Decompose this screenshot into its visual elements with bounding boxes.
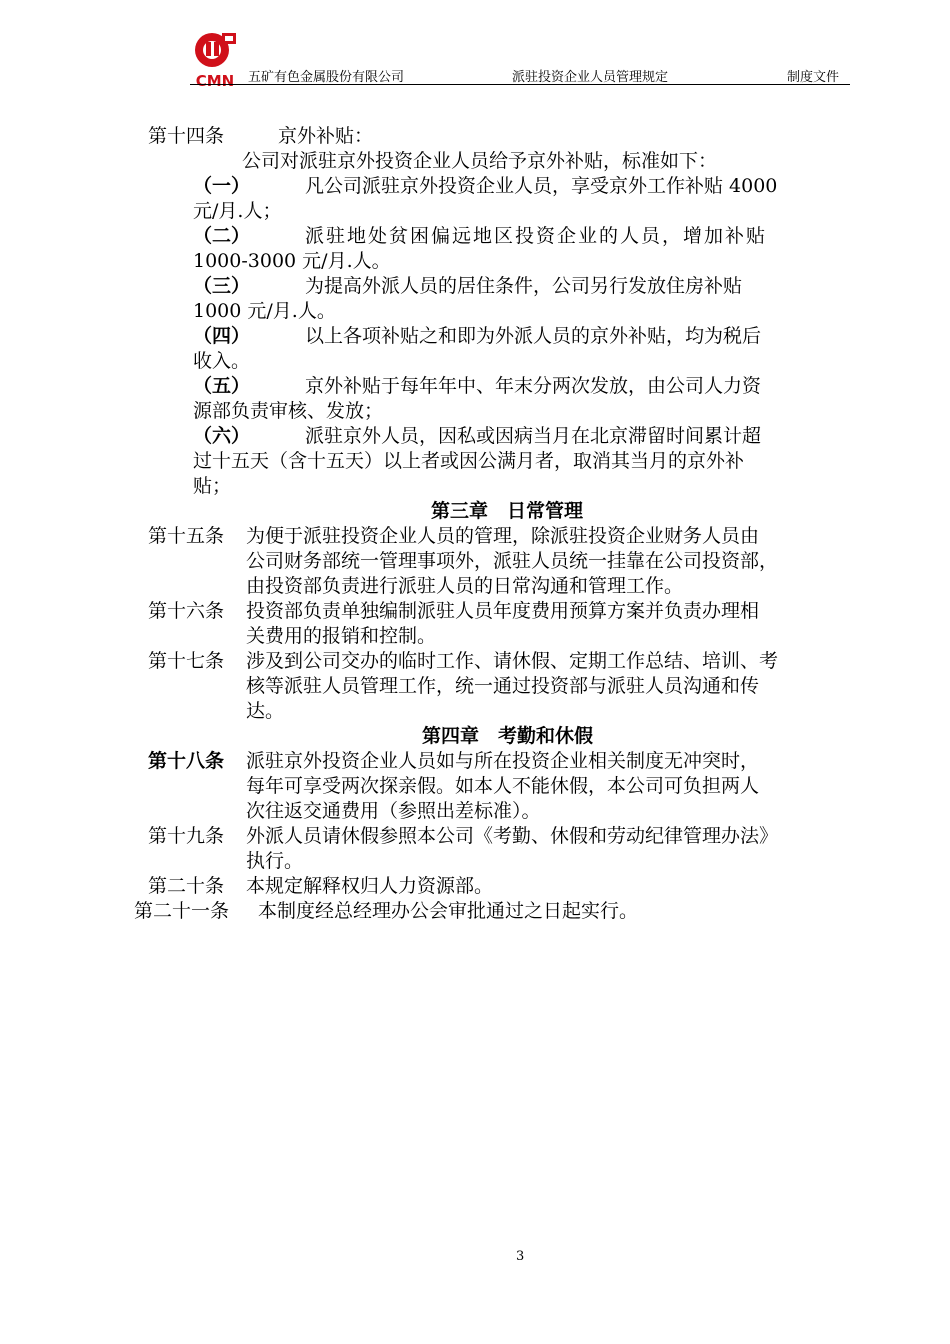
item-3-line-1: 为提高外派人员的居住条件，公司另行发放住房补贴 — [305, 275, 743, 297]
article-19-title: 第十九条 — [148, 825, 225, 847]
item-4-line-1: 以上各项补贴之和即为外派人员的京外补贴，均为税后 — [305, 325, 762, 347]
header-company: 五矿有色金属股份有限公司 — [248, 70, 405, 85]
article-14-heading: 京外补贴： — [278, 125, 374, 147]
article-19-line-2: 执行。 — [246, 850, 304, 872]
article-19-line-1: 外派人员请休假参照本公司《考勤、休假和劳动纪律管理办法》 — [246, 825, 779, 847]
article-20-title: 第二十条 — [148, 875, 225, 897]
article-15-line-2: 公司财务部统一管理事项外，派驻人员统一挂靠在公司投资部， — [246, 550, 779, 572]
item-4-line-2: 收入。 — [193, 350, 251, 372]
article-17-line-2: 核等派驻人员管理工作，统一通过投资部与派驻人员沟通和传 — [246, 675, 760, 697]
logo-text: CMN — [195, 72, 235, 90]
article-17-line-1: 涉及到公司交办的临时工作、请休假、定期工作总结、培训、考 — [246, 650, 779, 672]
item-1-label: （一） — [193, 175, 251, 197]
header-doc-type: 制度文件 — [787, 70, 840, 85]
item-4-label: （四） — [193, 325, 251, 347]
header-rule — [190, 84, 850, 85]
header-doc-title: 派驻投资企业人员管理规定 — [512, 70, 669, 85]
item-1-line-2: 元/月.人； — [193, 200, 282, 222]
item-2-line-2: 1000-3000 元/月.人。 — [193, 250, 391, 272]
item-3-line-2: 1000 元/月.人。 — [193, 300, 336, 322]
article-18-line-3: 次往返交通费用（参照出差标准）。 — [246, 800, 541, 822]
item-5-label: （五） — [193, 375, 251, 397]
item-6-line-2: 过十五天（含十五天）以上者或因公满月者，取消其当月的京外补 — [193, 450, 745, 472]
article-14-intro: 公司对派驻京外投资企业人员给予京外补贴，标准如下： — [242, 150, 718, 172]
article-20-line-1: 本规定解释权归人力资源部。 — [246, 875, 494, 897]
item-5-line-2: 源部负责审核、发放； — [193, 400, 384, 422]
article-16-line-2: 关费用的报销和控制。 — [246, 625, 437, 647]
item-2-label: （二） — [193, 225, 251, 247]
article-15-line-1: 为便于派驻投资企业人员的管理，除派驻投资企业财务人员由 — [246, 525, 760, 547]
article-14-title: 第十四条 — [148, 125, 225, 147]
item-1-line-1: 凡公司派驻京外投资企业人员，享受京外工作补贴 4000 — [305, 175, 778, 197]
chapter-3-heading: 第三章 日常管理 — [431, 500, 584, 522]
item-6-line-3: 贴； — [193, 475, 232, 497]
item-3-label: （三） — [193, 275, 251, 297]
article-18-line-2: 每年可享受两次探亲假。如本人不能休假，本公司可负担两人 — [246, 775, 760, 797]
item-2-line-1: 派驻地处贫困偏远地区投资企业的人员，增加补贴 — [305, 225, 768, 247]
chapter-4-heading: 第四章 考勤和休假 — [422, 725, 594, 747]
cmn-logo-icon — [190, 30, 240, 90]
article-16-title: 第十六条 — [148, 600, 225, 622]
article-15-title: 第十五条 — [148, 525, 225, 547]
item-6-label: （六） — [193, 425, 251, 447]
article-18-title: 第十八条 — [148, 750, 225, 772]
article-21-line-1: 本制度经总经理办公会审批通过之日起实行。 — [258, 900, 639, 922]
article-18-line-1: 派驻京外投资企业人员如与所在投资企业相关制度无冲突时， — [246, 750, 760, 772]
article-17-line-3: 达。 — [246, 700, 285, 722]
article-17-title: 第十七条 — [148, 650, 225, 672]
article-21-title: 第二十一条 — [134, 900, 230, 922]
article-16-line-1: 投资部负责单独编制派驻人员年度费用预算方案并负责办理相 — [246, 600, 760, 622]
page-number: 3 — [516, 1249, 525, 1264]
item-6-line-1: 派驻京外人员，因私或因病当月在北京滞留时间累计超 — [305, 425, 762, 447]
article-15-line-3: 由投资部负责进行派驻人员的日常沟通和管理工作。 — [246, 575, 684, 597]
item-5-line-1: 京外补贴于每年年中、年末分两次发放，由公司人力资 — [305, 375, 762, 397]
